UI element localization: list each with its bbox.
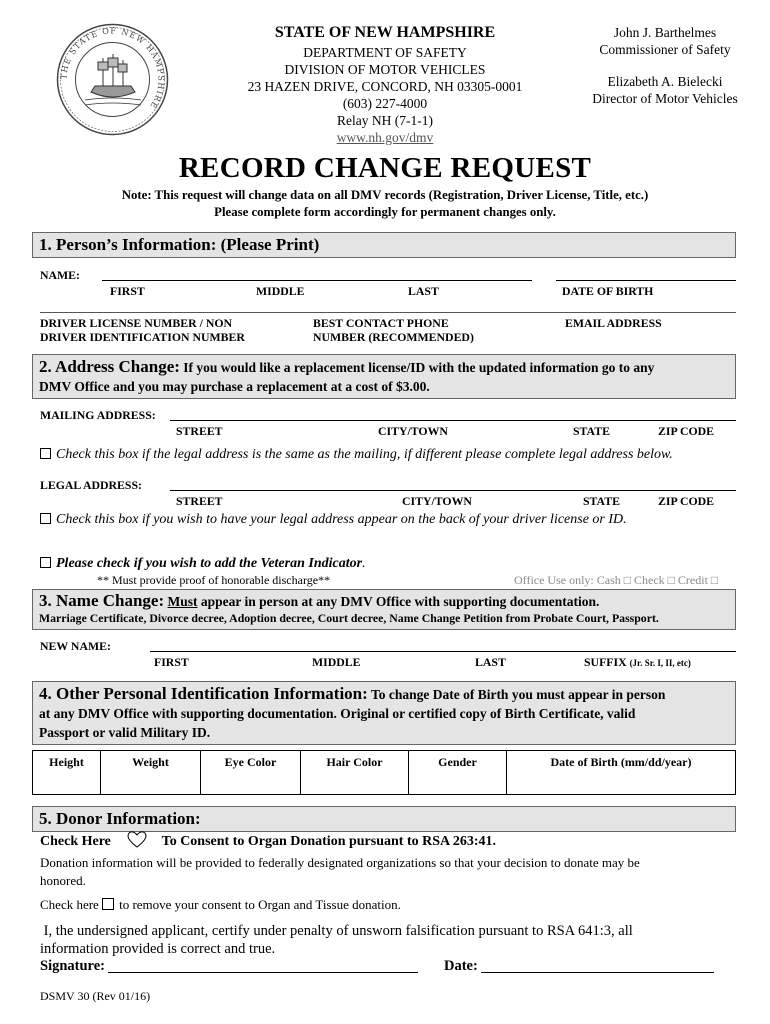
suffix-label: SUFFIX (Jr. Sr. I, II, etc) xyxy=(584,655,691,669)
agency-address: 23 HAZEN DRIVE, CONCORD, NH 03305-0001 xyxy=(247,79,523,94)
relay-number: Relay NH (7-1-1) xyxy=(337,113,433,128)
mailing-street-label: STREET xyxy=(176,424,223,438)
form-id: DSMV 30 (Rev 01/16) xyxy=(40,989,151,1003)
section5-title: 5. Donor Information: xyxy=(39,809,201,828)
new-name-label: NEW NAME: xyxy=(40,639,111,653)
state-name: STATE OF NEW HAMPSHIRE xyxy=(274,24,496,41)
section1-title: 1. Person’s Information: (Please Print) xyxy=(39,235,320,254)
legal-zip-label: ZIP CODE xyxy=(658,494,715,508)
same-address-text: Check this box if the legal address is the same as the mailing, if different please complete legal address below. xyxy=(56,447,673,462)
commissioner-name: John J. Barthelmes xyxy=(613,25,717,40)
note-line-1: Note: This request will change data on all DMV records (Registration, Driver License, Title, etc.) xyxy=(121,188,649,202)
organ-consent-row xyxy=(40,829,496,850)
form-note xyxy=(0,187,770,221)
new-last-label: LAST xyxy=(475,655,506,669)
name-field[interactable] xyxy=(102,280,532,281)
height-cell[interactable]: Height xyxy=(33,751,101,795)
gender-cell[interactable]: Gender xyxy=(409,751,507,795)
section3-title: 3. Name Change: xyxy=(39,591,165,610)
legal-on-back-checkbox[interactable] xyxy=(40,513,51,524)
weight-cell[interactable]: Weight xyxy=(101,751,201,795)
agency-phone: (603) 227-4000 xyxy=(342,96,428,111)
mailing-state-label: STATE xyxy=(573,424,610,438)
check-here-label: Check Here xyxy=(40,834,111,849)
email-label: EMAIL ADDRESS xyxy=(565,316,662,330)
heart-checkbox-icon[interactable] xyxy=(126,829,148,849)
section4-title: 4. Other Personal Identification Information: xyxy=(39,684,368,703)
legal-city-label: CITY/TOWN xyxy=(402,494,472,508)
legal-on-back-text: Check this box if you wish to have your legal address appear on the back of your driver license or ID. xyxy=(56,512,627,527)
director-name: Elizabeth A. Bielecki xyxy=(607,74,723,89)
dl-label: DRIVER LICENSE NUMBER / NON DRIVER IDENTIFICATION NUMBER xyxy=(40,316,245,344)
section4-header: 4. Other Personal Identification Information: To change Date of Birth you must appear in person at any DMV Office with supporting documentation. Original or certified copy of Birth Certificate, valid Passport or valid Military ID. xyxy=(32,681,736,745)
name-label: NAME: xyxy=(40,268,80,282)
eye-color-cell[interactable]: Eye Color xyxy=(201,751,301,795)
dob-label: DATE OF BIRTH xyxy=(562,284,654,298)
mailing-address-label: MAILING ADDRESS: xyxy=(40,408,156,422)
office-use-note: Office Use only: Cash □ Check □ Credit □ xyxy=(514,573,719,587)
hair-color-cell[interactable]: Hair Color xyxy=(301,751,409,795)
section3-header: 3. Name Change: Must appear in person at any DMV Office with supporting documentation. Marriage Certificate, Divorce decree, Adoption decree, Court decree, Name Change Petition from Probate Court, Passport. xyxy=(32,589,736,630)
signature-label: Signature: xyxy=(40,958,105,974)
commissioner-block xyxy=(575,24,755,58)
first-label: FIRST xyxy=(110,284,145,298)
agency-block xyxy=(230,44,540,146)
veteran-text: Please check if you wish to add the Veteran Indicator xyxy=(56,556,363,571)
remove-consent-row: Check here to remove your consent to Organ and Tissue donation. xyxy=(40,897,401,912)
veteran-note: ** Must provide proof of honorable discharge** xyxy=(97,573,331,587)
division-name: DIVISION OF MOTOR VEHICLES xyxy=(284,62,486,77)
website-link[interactable]: www.nh.gov/dmv xyxy=(336,130,434,145)
middle-label: MIDDLE xyxy=(256,284,305,298)
mailing-zip-label: ZIP CODE xyxy=(658,424,715,438)
director-title: Director of Motor Vehicles xyxy=(592,91,738,106)
legal-state-label: STATE xyxy=(583,494,620,508)
new-middle-label: MIDDLE xyxy=(312,655,361,669)
veteran-row: Please check if you wish to add the Veteran Indicator. xyxy=(40,556,366,572)
legal-street-label: STREET xyxy=(176,494,223,508)
personal-id-table xyxy=(32,750,736,795)
new-name-field[interactable] xyxy=(150,651,736,652)
veteran-checkbox[interactable] xyxy=(40,557,51,568)
director-block xyxy=(575,73,755,107)
date-label: Date: xyxy=(444,958,478,974)
same-address-row xyxy=(40,447,673,463)
new-first-label: FIRST xyxy=(154,655,189,669)
mailing-city-label: CITY/TOWN xyxy=(378,424,448,438)
same-address-checkbox[interactable] xyxy=(40,448,51,459)
commissioner-title: Commissioner of Safety xyxy=(599,42,731,57)
department-name: DEPARTMENT OF SAFETY xyxy=(303,45,467,60)
date-field[interactable] xyxy=(481,972,714,973)
remove-consent-checkbox[interactable] xyxy=(102,898,114,910)
section2-title: 2. Address Change: xyxy=(39,357,180,376)
signature-field[interactable] xyxy=(108,972,418,973)
organ-consent-text: To Consent to Organ Donation pursuant to RSA 263:41. xyxy=(161,834,497,849)
svg-text:THE STATE OF NEW HAMPSHIRE: THE STATE OF NEW HAMPSHIRE xyxy=(59,26,166,111)
last-label: LAST xyxy=(408,284,439,298)
donation-info: Donation information will be provided to federally designated organizations so that your decision to donate may be honored. xyxy=(40,855,640,888)
certification-text: I, the undersigned applicant, certify under penalty of unsworn falsification pursuant to RSA 641:3, all information provided is correct and true. xyxy=(40,923,633,957)
note-line-2: Please complete form accordingly for permanent changes only. xyxy=(214,205,556,219)
section1-header xyxy=(32,232,736,258)
legal-address-field[interactable] xyxy=(170,490,736,491)
state-seal-logo xyxy=(55,22,170,137)
dob-field[interactable] xyxy=(556,280,736,281)
date-of-birth-cell[interactable]: Date of Birth (mm/dd/year) xyxy=(507,751,736,795)
mailing-address-field[interactable] xyxy=(170,420,736,421)
dl-phone-email-field[interactable] xyxy=(40,312,736,313)
legal-address-label: LEGAL ADDRESS: xyxy=(40,478,142,492)
phone-label: BEST CONTACT PHONE NUMBER (RECOMMENDED) xyxy=(313,316,474,344)
section2-header: 2. Address Change: If you would like a replacement license/ID with the updated information go to any DMV Office and you may purchase a replacement at a cost of $3.00. xyxy=(32,354,736,399)
form-title: RECORD CHANGE REQUEST xyxy=(178,152,592,184)
legal-on-back-row xyxy=(40,512,627,528)
